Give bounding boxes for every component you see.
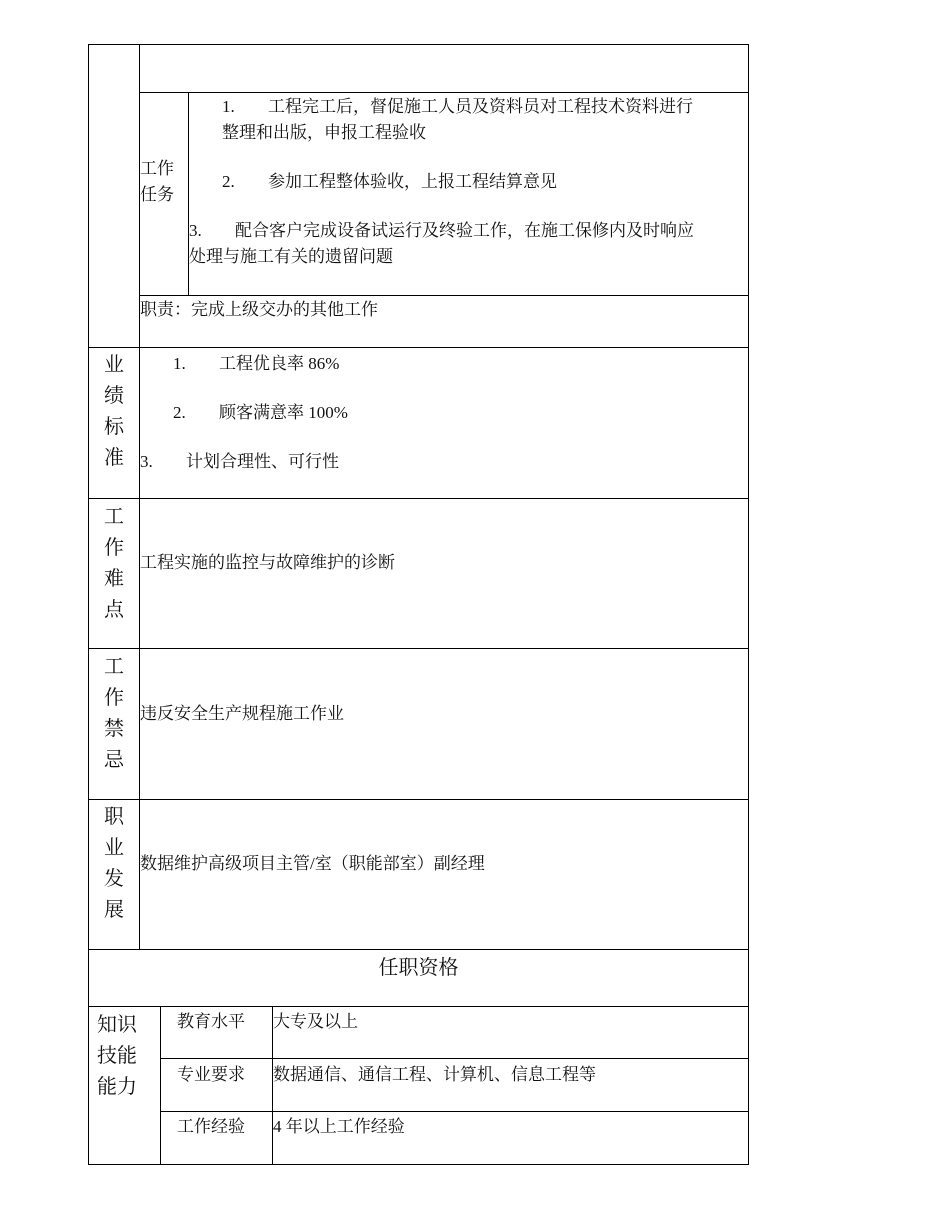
section-divider-difficulty (88, 498, 749, 499)
performance-item-1-number: 1. (173, 354, 186, 373)
qualification-title-divider (88, 1006, 749, 1007)
difficulty-label: 工 作 难 点 (104, 506, 124, 621)
task-item-1-text: 工程完工后，督促施工人员及资料员对工程技术资料进行 (268, 97, 693, 116)
section-divider-performance (88, 347, 749, 348)
qualification-group-label: 知识 技能 能力 (97, 1014, 137, 1098)
task-item-2 (222, 170, 557, 194)
task-item-1-number: 1. (222, 97, 235, 116)
section-divider-qualification (88, 949, 749, 950)
performance-item-2-text: 顾客满意率 100% (219, 403, 348, 422)
qualification-title: 任职资格 (378, 957, 459, 979)
task-item-2-number: 2. (222, 172, 235, 191)
task-item-3 (189, 219, 694, 243)
table-border-bottom (88, 1164, 749, 1165)
qualification-row-divider-1 (160, 1058, 749, 1059)
performance-label: 业 绩 标 准 (104, 354, 124, 469)
experience-label: 工作经验 (177, 1117, 245, 1136)
task-item-1-continued: 整理和出版，申报工程验收 (222, 123, 426, 142)
task-item-3-continued: 处理与施工有关的遗留问题 (189, 247, 393, 266)
career-text: 数据维护高级项目主管/室（职能部室）副经理 (140, 854, 485, 873)
section-divider-taboo (88, 648, 749, 649)
table-border-top (88, 44, 749, 45)
career-label: 职 业 发 展 (104, 806, 124, 921)
performance-item-3 (140, 450, 339, 474)
performance-item-2 (173, 401, 348, 425)
task-item-3-text: 配合客户完成设备试运行及终验工作，在施工保修内及时响应 (235, 221, 694, 240)
education-label: 教育水平 (177, 1012, 245, 1031)
performance-item-1-text: 工程优良率 86% (219, 354, 340, 373)
table-border-left (88, 44, 89, 1165)
performance-item-1 (173, 352, 339, 376)
major-value: 数据通信、通信工程、计算机、信息工程等 (273, 1065, 596, 1084)
experience-value: 4 年以上工作经验 (273, 1117, 405, 1136)
education-value: 大专及以上 (273, 1012, 358, 1031)
table-border-right (748, 44, 749, 1165)
qualification-group-divider (160, 1006, 161, 1165)
qualification-row-divider-2 (160, 1111, 749, 1112)
duty-task-row-divider (139, 295, 749, 296)
task-item-2-text: 参加工程整体验收，上报工程结算意见 (268, 172, 557, 191)
section-divider-career (88, 799, 749, 800)
performance-item-3-number: 3. (140, 452, 153, 471)
major-label: 专业要求 (177, 1065, 245, 1084)
task-item-3-number: 3. (189, 221, 202, 240)
other-duty: 职责：完成上级交办的其他工作 (140, 300, 378, 319)
taboo-label: 工 作 禁 忌 (104, 656, 124, 771)
performance-item-3-text: 计划合理性、可行性 (186, 452, 339, 471)
performance-item-2-number: 2. (173, 403, 186, 422)
duty-empty-row-divider (139, 92, 749, 93)
difficulty-text: 工程实施的监控与故障维护的诊断 (140, 553, 395, 572)
task-label: 工作 任务 (140, 159, 174, 204)
task-item-1 (222, 95, 693, 119)
taboo-text: 违反安全生产规程施工作业 (140, 704, 344, 723)
